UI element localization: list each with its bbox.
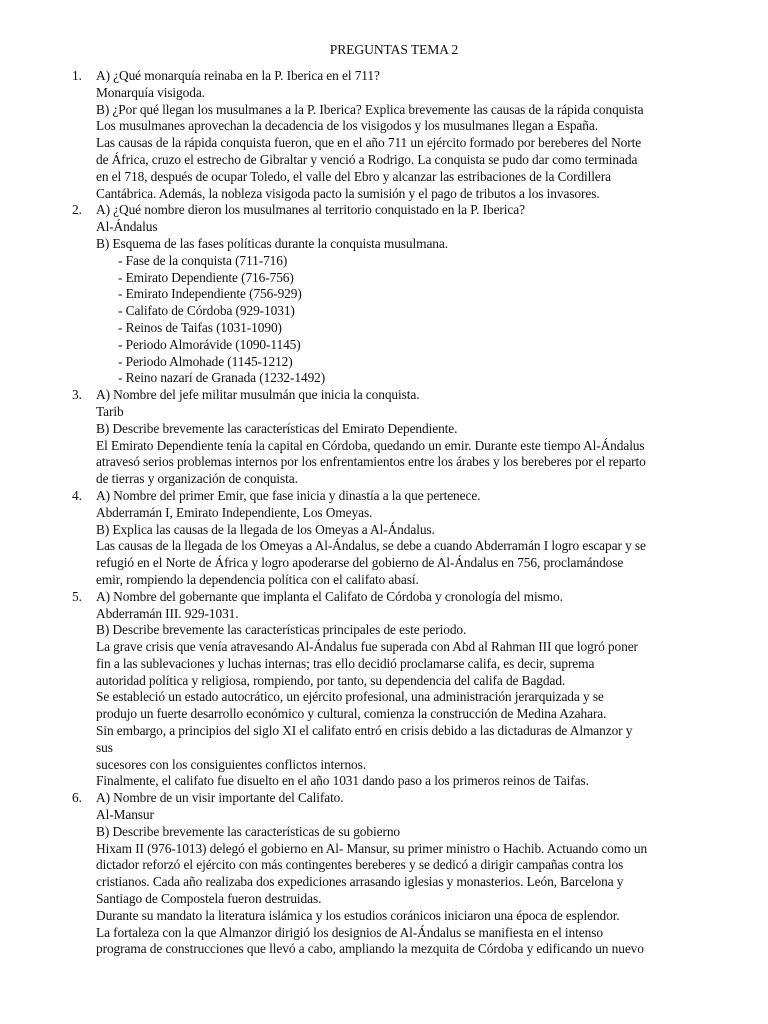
text-line: B) Describe brevemente las características de su gobierno bbox=[96, 823, 401, 839]
text-line: Sin embargo, a principios del siglo XI el califato entró en crisis debido a las dictaduras de Almanzor y bbox=[96, 723, 633, 739]
text-line: A) Nombre del gobernante que implanta el Califato de Córdoba y cronología del mismo. bbox=[96, 588, 563, 604]
text-line: fin a las sublevaciones y luchas internas; tras ello decidió proclamarse califa, es decir, suprema bbox=[96, 655, 595, 671]
text-line: Finalmente, el califato fue disuelto en el año 1031 dando paso a los primeros reinos de Taifas. bbox=[96, 773, 589, 789]
text-line: B) Explica las causas de la llegada de los Omeyas a Al-Ándalus. bbox=[96, 521, 435, 537]
question-number: 1. bbox=[72, 68, 82, 83]
text-line: La fortaleza con la que Almanzor dirigió los designios de Al-Ándalus se manifiesta en el intenso bbox=[96, 924, 603, 940]
question-item bbox=[72, 387, 712, 488]
text-line: programa de construcciones que llevó a cabo, ampliando la mezquita de Córdoba y edificando un nuevo bbox=[96, 941, 644, 957]
text-line: sucesores con los consiguientes conflictos internos. bbox=[96, 756, 366, 772]
text-line: B) Esquema de las fases políticas durante la conquista musulmana. bbox=[96, 235, 448, 251]
text-line: Cantábrica. Además, la nobleza visigoda pacto la sumisión y el pago de tributos a los invasores. bbox=[96, 185, 600, 201]
text-line: A) ¿Qué nombre dieron los musulmanes al territorio conquistado en la P. Iberica? bbox=[96, 202, 525, 218]
text-line: Durante su mandato la literatura islámica y los estudios coránicos iniciaron una época de esplendor. bbox=[96, 907, 620, 923]
phase-list-item: - Fase de la conquista (711-716) bbox=[118, 252, 288, 268]
question-list bbox=[72, 68, 712, 958]
text-line: Se estableció un estado autocrático, un ejército profesional, una administración jerarquizada y se bbox=[96, 689, 604, 705]
text-line: cristianos. Cada año realizaba dos expediciones arrasando iglesias y monasterios. León, Barcelona y bbox=[96, 874, 624, 890]
text-line: Al-Ándalus bbox=[96, 219, 158, 235]
text-line: de África, cruzo el estrecho de Gibraltar y venció a Rodrigo. La conquista se pudo dar como terminada bbox=[96, 151, 638, 167]
text-line: B) Describe brevemente las características principales de este periodo. bbox=[96, 622, 467, 638]
text-line: El Emirato Dependiente tenía la capital en Córdoba, quedando un emir. Durante este tiempo Al-Ándalus bbox=[96, 437, 645, 453]
text-line: Abderramán I, Emirato Independiente, Los Omeyas. bbox=[96, 504, 373, 520]
question-number: 2. bbox=[72, 202, 82, 218]
question-item bbox=[72, 589, 712, 791]
text-line: Al-Mansur bbox=[96, 807, 154, 823]
document-title: PREGUNTAS TEMA 2 bbox=[329, 42, 459, 57]
phase-list-item: - Emirato Independiente (756-929) bbox=[118, 286, 302, 302]
text-line: emir, rompiendo la dependencia política con el califato abasí. bbox=[96, 571, 419, 587]
text-line: de tierras y organización de conquista. bbox=[96, 471, 298, 487]
question-item bbox=[72, 202, 712, 387]
text-line: A) Nombre del jefe militar musulmán que inicia la conquista. bbox=[96, 387, 420, 403]
question-number: 4. bbox=[72, 487, 82, 503]
phase-list-item: - Reinos de Taifas (1031-1090) bbox=[118, 319, 282, 335]
text-line: Las causas de la rápida conquista fueron, que en el año 711 un ejército formado por bereberes del Norte bbox=[96, 135, 642, 151]
text-line: Las causas de la llegada de los Omeyas a Al-Ándalus, se debe a cuando Abderramán I logro escapar y se bbox=[96, 538, 646, 554]
text-line: Tarib bbox=[96, 403, 124, 419]
question-number: 6. bbox=[72, 790, 82, 806]
text-line: Santiago de Compostela fueron destruidas. bbox=[96, 891, 322, 907]
text-line: en el 718, después de ocupar Toledo, el valle del Ebro y alcanzar las estribaciones de la Cordillera bbox=[96, 168, 611, 184]
phase-list-item: - Emirato Dependiente (716-756) bbox=[118, 269, 294, 285]
question-item bbox=[72, 68, 712, 202]
text-line: La grave crisis que venía atravesando Al-Ándalus fue superada con Abd al Rahman III que logró poner bbox=[96, 639, 638, 655]
phase-list-item: - Periodo Almorávide (1090-1145) bbox=[118, 336, 301, 352]
text-line: Hixam II (976-1013) delegó el gobierno en Al- Mansur, su primer ministro o Hachib. Actuando como un bbox=[96, 840, 648, 856]
text-line: autoridad política y religiosa, rompiendo, por tanto, su dependencia del califa de Bagdad. bbox=[96, 672, 566, 688]
text-line: produjo un fuerte desarrollo económico y cultural, comienza la construcción de Medina Azahara. bbox=[96, 706, 607, 722]
text-line: A) Nombre del primer Emir, que fase inicia y dinastía a la que pertenece. bbox=[96, 487, 481, 503]
text-line: B) Describe brevemente las características del Emirato Dependiente. bbox=[96, 420, 458, 436]
text-line: atravesó serios problemas internos por los enfrentamientos entre los árabes y los bereberes por el reparto bbox=[96, 454, 646, 470]
text-line: A) ¿Qué monarquía reinaba en la P. Iberica en el 711? bbox=[96, 68, 380, 83]
text-line: B) ¿Por qué llegan los musulmanes a la P. Iberica? Explica brevemente las causas de la rápida conquista bbox=[96, 101, 644, 117]
text-line: dictador reforzó el ejército con más contingentes bereberes y se dedicó a dirigir campañas contra los bbox=[96, 857, 624, 873]
text-line: Monarquía visigoda. bbox=[96, 84, 205, 100]
question-item bbox=[72, 488, 712, 589]
question-number: 3. bbox=[72, 387, 82, 403]
question-item bbox=[72, 790, 712, 958]
phase-list-item: - Califato de Córdoba (929-1031) bbox=[118, 303, 295, 319]
text-line: Abderramán III. 929-1031. bbox=[96, 605, 239, 621]
text-line: Los musulmanes aprovechan la decadencia de los visigodos y los musulmanes llegan a España. bbox=[96, 118, 598, 134]
question-number: 5. bbox=[72, 588, 82, 604]
text-line: sus bbox=[96, 739, 113, 755]
phase-list-item: - Periodo Almohade (1145-1212) bbox=[118, 353, 293, 369]
text-line: A) Nombre de un visir importante del Califato. bbox=[96, 790, 344, 806]
phase-list-item: - Reino nazarí de Granada (1232-1492) bbox=[118, 370, 326, 386]
text-line: refugió en el Norte de África y logro apoderarse del gobierno de Al-Ándalus en 756, proclamándose bbox=[96, 555, 624, 571]
